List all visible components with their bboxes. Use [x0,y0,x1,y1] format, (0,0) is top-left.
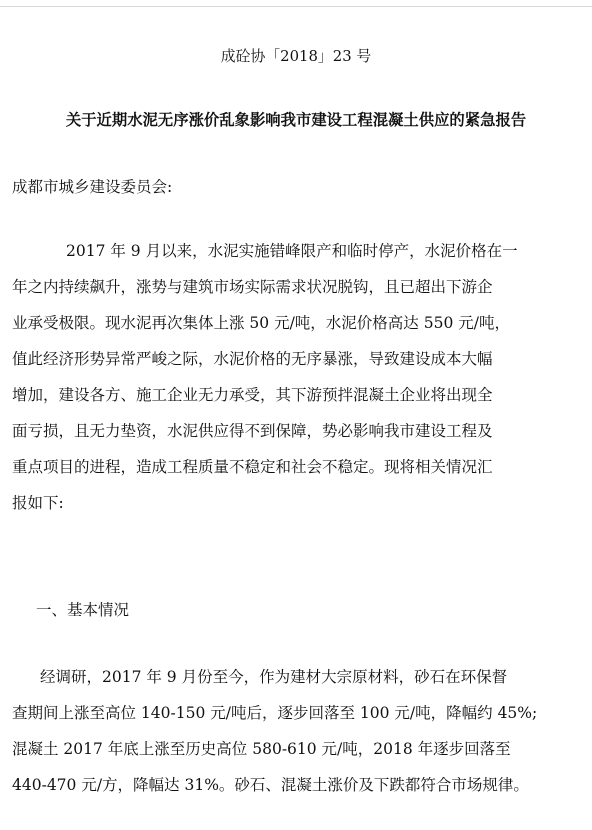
paragraph-1-line: 业承受极限。现水泥再次集体上涨 50 元/吨，水泥价格高达 550 元/吨， [12,314,510,332]
section-heading-basic-situation: 一、基本情况 [36,601,130,619]
paragraph-1-line: 值此经济形势异常严峻之际，水泥价格的无序暴涨，导致建设成本大幅 [12,350,493,368]
document-title: 关于近期水泥无序涨价乱象影响我市建设工程混凝土供应的紧急报告 [65,110,527,129]
paragraph-1-line: 2017 年 9 月以来，水泥实施错峰限产和临时停产，水泥价格在一 [66,242,518,260]
paragraph-1-line: 年之内持续飙升，涨势与建筑市场实际需求状况脱钩，且已超出下游企 [12,278,493,296]
paragraph-2-line: 经调研，2017 年 9 月份至今，作为建材大宗原材料，砂石在环保督 [40,668,508,686]
paragraph-2-line: 查期间上涨至高位 140-150 元/吨后，逐步回落至 100 元/吨，降幅约 45%; [12,704,538,722]
top-divider [0,6,592,7]
paragraph-1-line: 增加，建设各方、施工企业无力承受，其下游预拌混凝土企业将出现全 [12,386,493,404]
paragraph-1-line: 面亏损，且无力垫资，水泥供应得不到保障，势必影响我市建设工程及 [12,422,493,440]
addressee: 成都市城乡建设委员会: [12,178,173,196]
paragraph-1-line: 报如下: [12,494,64,512]
paragraph-1-line: 重点项目的进程，造成工程质量不稳定和社会不稳定。现将相关情况汇 [12,458,493,476]
paragraph-2-line: 混凝土 2017 年底上涨至历史高位 580-610 元/吨，2018 年逐步回落至 [12,740,511,758]
document-number: 成砼协「2018」23 号 [220,47,372,65]
paragraph-2-line: 440-470 元/方，降幅达 31%。砂石、混凝土涨价及下跌都符合市场规律。 [12,776,529,794]
